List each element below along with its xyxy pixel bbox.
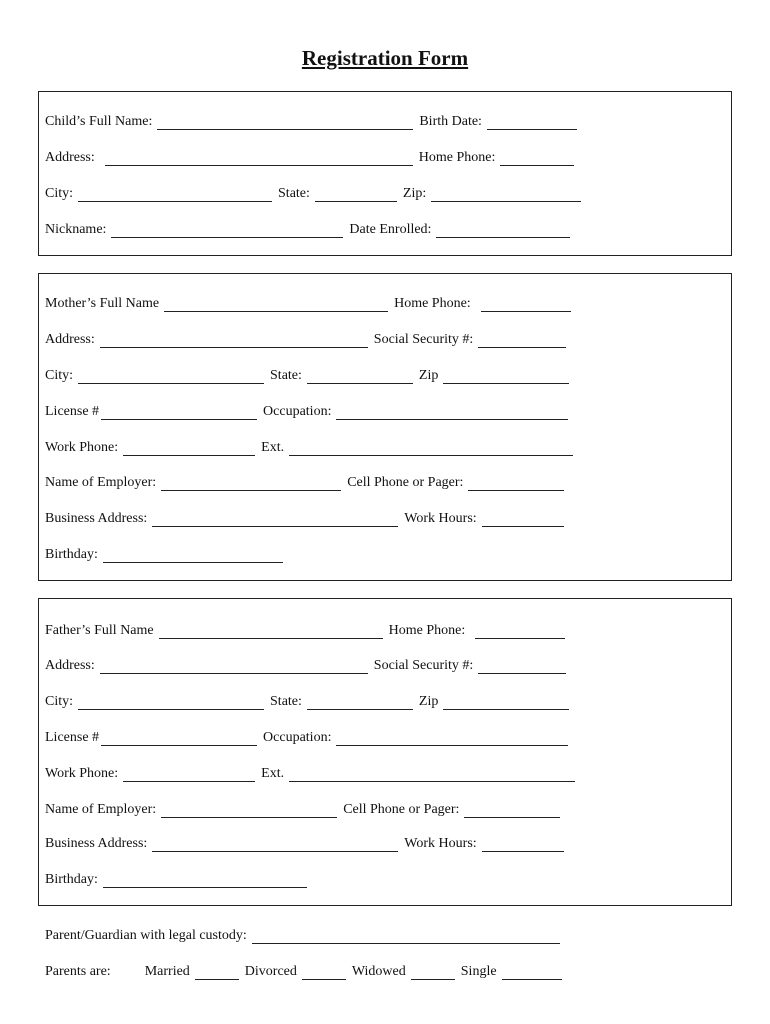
divorced-label: Divorced <box>244 964 297 979</box>
child-home-phone-field[interactable] <box>500 151 574 166</box>
father-license-row <box>45 726 574 746</box>
father-zip-field[interactable] <box>443 695 569 710</box>
mother-employer-row <box>45 471 570 491</box>
father-name-row <box>45 619 571 639</box>
mother-name-row <box>45 292 577 312</box>
mother-address-field[interactable] <box>100 333 368 348</box>
mother-address-row <box>45 328 572 348</box>
child-city-row <box>45 182 587 202</box>
mother-city-label: City: <box>45 368 74 383</box>
child-name-label: Child’s Full Name: <box>45 114 153 129</box>
mother-business-address-row <box>45 507 570 527</box>
child-nickname-row <box>45 218 576 238</box>
father-business-address-row <box>45 832 570 852</box>
father-employer-row <box>45 798 566 818</box>
father-city-field[interactable] <box>78 695 264 710</box>
mother-occupation-label: Occupation: <box>263 404 332 419</box>
parents-are-label: Parents are: <box>45 964 111 979</box>
mother-home-phone-label: Home Phone: <box>394 296 471 311</box>
mother-birthday-row <box>45 543 289 563</box>
mother-name-label: Mother’s Full Name <box>45 296 160 311</box>
father-city-label: City: <box>45 694 74 709</box>
mother-ssn-label: Social Security #: <box>373 332 474 347</box>
mother-work-hours-field[interactable] <box>482 512 564 527</box>
father-work-hours-field[interactable] <box>482 837 564 852</box>
child-name-row <box>45 110 583 130</box>
child-state-label: State: <box>278 186 310 201</box>
custody-row <box>45 924 566 944</box>
father-state-field[interactable] <box>307 695 413 710</box>
child-city-label: City: <box>45 186 74 201</box>
father-ssn-label: Social Security #: <box>373 658 474 673</box>
father-name-label: Father’s Full Name <box>45 623 154 638</box>
widowed-field[interactable] <box>411 965 455 980</box>
single-field[interactable] <box>502 965 562 980</box>
mother-business-address-label: Business Address: <box>45 511 148 526</box>
mother-address-label: Address: <box>45 332 95 347</box>
custody-label: Parent/Guardian with legal custody: <box>45 928 247 943</box>
mother-city-row <box>45 364 575 384</box>
father-state-label: State: <box>270 694 302 709</box>
father-address-row <box>45 654 572 674</box>
father-birthday-row <box>45 868 313 888</box>
mother-ext-label: Ext. <box>261 440 285 455</box>
custody-field[interactable] <box>252 929 560 944</box>
child-date-enrolled-field[interactable] <box>436 223 570 238</box>
child-birth-date-field[interactable] <box>487 115 577 130</box>
mother-business-address-field[interactable] <box>152 512 398 527</box>
mother-info-section <box>38 273 732 581</box>
father-work-phone-label: Work Phone: <box>45 766 119 781</box>
mother-state-label: State: <box>270 368 302 383</box>
child-zip-label: Zip: <box>402 186 427 201</box>
single-label: Single <box>460 964 497 979</box>
mother-occupation-field[interactable] <box>336 405 568 420</box>
father-business-address-label: Business Address: <box>45 836 148 851</box>
father-employer-field[interactable] <box>161 803 337 818</box>
father-ssn-field[interactable] <box>478 659 566 674</box>
child-nickname-label: Nickname: <box>45 222 107 237</box>
father-birthday-label: Birthday: <box>45 872 98 887</box>
mother-cell-label: Cell Phone or Pager: <box>347 475 464 490</box>
father-occupation-label: Occupation: <box>263 730 332 745</box>
mother-employer-label: Name of Employer: <box>45 475 157 490</box>
mother-state-field[interactable] <box>307 369 413 384</box>
father-info-section <box>38 598 732 906</box>
father-work-hours-label: Work Hours: <box>404 836 477 851</box>
form-title: Registration Form <box>301 46 469 70</box>
child-date-enrolled-label: Date Enrolled: <box>349 222 432 237</box>
father-ext-field[interactable] <box>289 767 575 782</box>
child-state-field[interactable] <box>315 187 397 202</box>
father-work-phone-field[interactable] <box>123 767 255 782</box>
mother-zip-label: Zip <box>418 368 439 383</box>
father-zip-label: Zip <box>418 694 439 709</box>
child-home-phone-label: Home Phone: <box>418 150 496 165</box>
father-work-phone-row <box>45 762 581 782</box>
mother-work-phone-row <box>45 436 579 456</box>
father-employer-label: Name of Employer: <box>45 802 157 817</box>
child-zip-field[interactable] <box>431 187 581 202</box>
mother-license-field[interactable] <box>101 405 257 420</box>
father-home-phone-label: Home Phone: <box>388 623 466 638</box>
child-address-row <box>45 146 580 166</box>
mother-home-phone-field[interactable] <box>481 297 571 312</box>
father-license-label: License # <box>45 730 100 745</box>
mother-employer-field[interactable] <box>161 476 341 491</box>
father-address-label: Address: <box>45 658 95 673</box>
father-name-field[interactable] <box>159 624 383 639</box>
child-birth-date-label: Birth Date: <box>419 114 482 129</box>
father-ext-label: Ext. <box>261 766 285 781</box>
father-cell-field[interactable] <box>464 803 560 818</box>
father-birthday-field[interactable] <box>103 873 307 888</box>
child-nickname-field[interactable] <box>111 223 343 238</box>
mother-birthday-field[interactable] <box>103 548 283 563</box>
mother-work-hours-label: Work Hours: <box>404 511 477 526</box>
father-business-address-field[interactable] <box>152 837 398 852</box>
mother-license-label: License # <box>45 404 100 419</box>
mother-license-row <box>45 400 574 420</box>
widowed-label: Widowed <box>351 964 406 979</box>
father-license-field[interactable] <box>101 731 257 746</box>
child-city-field[interactable] <box>78 187 272 202</box>
mother-zip-field[interactable] <box>443 369 569 384</box>
father-cell-label: Cell Phone or Pager: <box>343 802 460 817</box>
mother-ext-field[interactable] <box>289 441 573 456</box>
mother-work-phone-field[interactable] <box>123 441 255 456</box>
parents-status-row <box>45 960 568 980</box>
father-city-row <box>45 690 575 710</box>
father-occupation-field[interactable] <box>336 731 568 746</box>
father-home-phone-field[interactable] <box>475 624 565 639</box>
child-address-label: Address: <box>45 150 95 165</box>
father-address-field[interactable] <box>100 659 368 674</box>
child-address-field[interactable] <box>105 151 413 166</box>
mother-name-field[interactable] <box>164 297 388 312</box>
mother-cell-field[interactable] <box>468 476 564 491</box>
married-label: Married <box>144 964 190 979</box>
mother-work-phone-label: Work Phone: <box>45 440 119 455</box>
divorced-field[interactable] <box>302 965 346 980</box>
child-name-field[interactable] <box>157 115 413 130</box>
married-field[interactable] <box>195 965 239 980</box>
mother-birthday-label: Birthday: <box>45 547 98 562</box>
mother-ssn-field[interactable] <box>478 333 566 348</box>
mother-city-field[interactable] <box>78 369 264 384</box>
